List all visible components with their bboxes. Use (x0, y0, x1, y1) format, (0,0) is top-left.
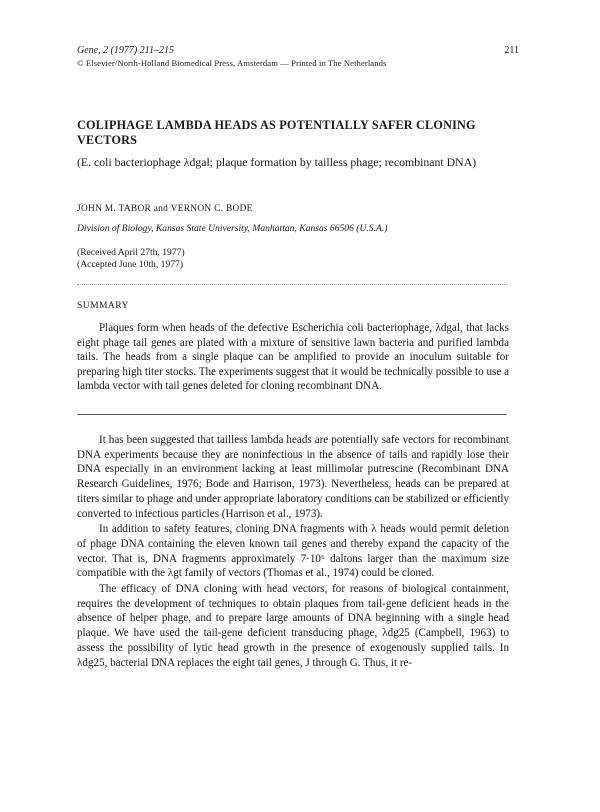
authors: JOHN M. TABOR and VERNON C. BODE (77, 204, 253, 214)
body-paragraph: In addition to safety features, cloning DNA fragments with λ heads would permit deletion of phage DNA containing the eleven known tail genes and thereby expand the capacity of the vector. That is, DNA fragments approximately 7·10⁶ daltons larger than the maximum size compatible with the λgt family of vectors (Thomas et al., 1974) could be cloned. (77, 523, 509, 580)
body-paragraph: The efficacy of DNA cloning with head vectors, for reasons of biological containment, requires the development of techniques to obtain plaques from tail-gene deficient heads in the absence of helper phage, and to prepare large amounts of DNA beginning with a single head plaque. We have used the tail-gene deficient transducing phage, λdg25 (Campbell, 1963) to assess the possibility of lytic head growth in the presence of exogenously supplied tails. In λdg25, bacterial DNA replaces the eight tail genes, J through G. Thus, it re- (77, 583, 509, 669)
article-title: COLIPHAGE LAMBDA HEADS AS POTENTIALLY SAFER CLONING VECTORS (77, 118, 476, 147)
article-subtitle: (E. coli bacteriophage λdgal; plaque formation by tailless phage; recombinant DNA) (77, 155, 477, 169)
body-text (77, 433, 509, 671)
journal-citation: Gene, 2 (1977) 211–215 (77, 45, 175, 56)
page-number: 211 (504, 45, 519, 56)
accepted-date: (Accepted June 10th, 1977) (77, 259, 184, 270)
divider-top (77, 284, 507, 285)
body-paragraph: It has been suggested that tailless lambda heads are potentially safe vectors for recombinant DNA experiments because they are noninfectious in the absence of tails and rapidly lose their DNA especially in an environment lacking at least millimolar putrescine (Recombinant DNA Research Guidelines, 1976; Bode and Harrison, 1973). Nevertheless, heads can be prepared at titers similar to phage and under appropriate laboratory conditions can be stabilized or efficiently converted to infectious particles (Harrison et al., 1973). (77, 434, 509, 520)
affiliation: Division of Biology, Kansas State University, Manhattan, Kansas 66506 (U.S.A.) (77, 223, 388, 234)
divider-summary (77, 414, 507, 415)
publisher-line: © Elsevier/North-Holland Biomedical Press, Amsterdam — Printed in The Netherlands (77, 58, 387, 68)
summary-heading: SUMMARY (77, 300, 129, 311)
summary-text: Plaques form when heads of the defective Escherichia coli bacteriophage, λdgal, that lacks eight phage tail genes are plated with a mixture of sensitive lawn bacteria and purified lambda tails. The heads from a single plaque can be amplified to provide an inoculum suitable for preparing high titer stocks. The experiments suggest that it would be technically possible to use a lambda vector with tail genes deleted for cloning recombinant DNA. (77, 322, 509, 393)
summary-section (77, 321, 509, 394)
history-dates (77, 247, 185, 271)
journal-header (77, 44, 517, 70)
received-date: (Received April 27th, 1977) (77, 247, 185, 258)
